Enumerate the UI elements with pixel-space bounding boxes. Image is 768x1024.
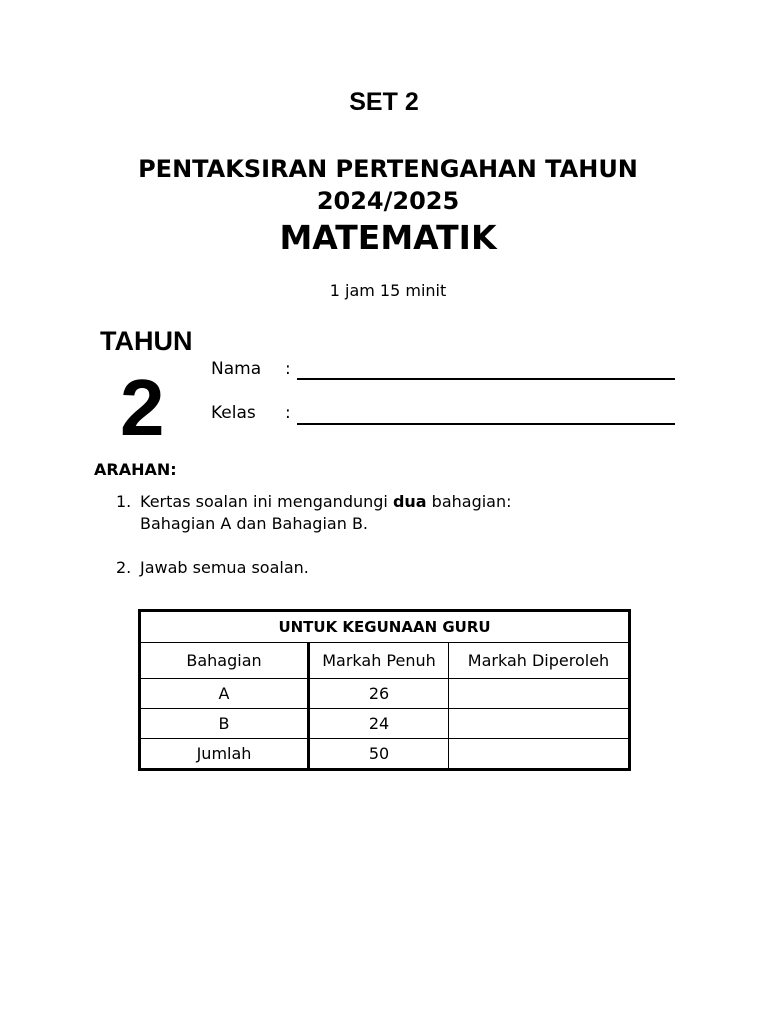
class-field[interactable]: [297, 423, 675, 425]
year-label: TAHUN: [100, 326, 193, 356]
name-field[interactable]: [297, 378, 675, 380]
table-row: [140, 709, 630, 739]
class-label: Kelas: [211, 403, 256, 423]
instructions-heading: ARAHAN:: [94, 460, 177, 479]
exam-title: [0, 153, 768, 217]
instruction-number: 1.: [116, 492, 132, 511]
name-colon: :: [285, 359, 291, 379]
year-number: 2: [120, 363, 165, 452]
table-row: [140, 679, 630, 709]
full-marks-cell: 24: [309, 709, 449, 739]
instruction-bold-word: dua: [392, 492, 427, 511]
header-cell: Markah Diperoleh: [449, 643, 630, 679]
teacher-use-table: [138, 609, 631, 771]
instruction-item-1: [116, 491, 616, 537]
instruction-number: 2.: [116, 558, 132, 577]
exam-duration: 1 jam 15 minit: [329, 281, 447, 300]
instruction-text: [140, 491, 512, 513]
exam-title-line1: PENTAKSIRAN PERTENGAHAN TAHUN: [138, 155, 638, 183]
section-cell: A: [140, 679, 309, 709]
section-cell: Jumlah: [140, 739, 309, 770]
class-colon: :: [285, 403, 291, 423]
obtained-marks-cell[interactable]: [449, 709, 630, 739]
exam-year: 2024/2025: [316, 187, 460, 215]
instruction-text-part: bahagian:: [426, 492, 512, 511]
name-label: Nama: [211, 359, 262, 379]
set-title: SET 2: [349, 88, 419, 116]
instruction-text-line2: Bahagian A dan Bahagian B.: [140, 514, 368, 533]
header-cell: Bahagian: [140, 643, 309, 679]
table-title: UNTUK KEGUNAAN GURU: [140, 611, 630, 643]
table-header-row: [140, 643, 630, 679]
full-marks-cell: 26: [309, 679, 449, 709]
table-row: [140, 739, 630, 770]
instruction-text: Jawab semua soalan.: [140, 558, 309, 577]
obtained-marks-cell[interactable]: [449, 739, 630, 770]
instruction-text-part: Kertas soalan ini mengandungi: [140, 492, 393, 511]
subject-title: MATEMATIK: [279, 218, 497, 257]
obtained-marks-cell[interactable]: [449, 679, 630, 709]
instruction-item-2: [116, 557, 616, 581]
section-cell: B: [140, 709, 309, 739]
full-marks-cell: 50: [309, 739, 449, 770]
header-cell: Markah Penuh: [309, 643, 449, 679]
